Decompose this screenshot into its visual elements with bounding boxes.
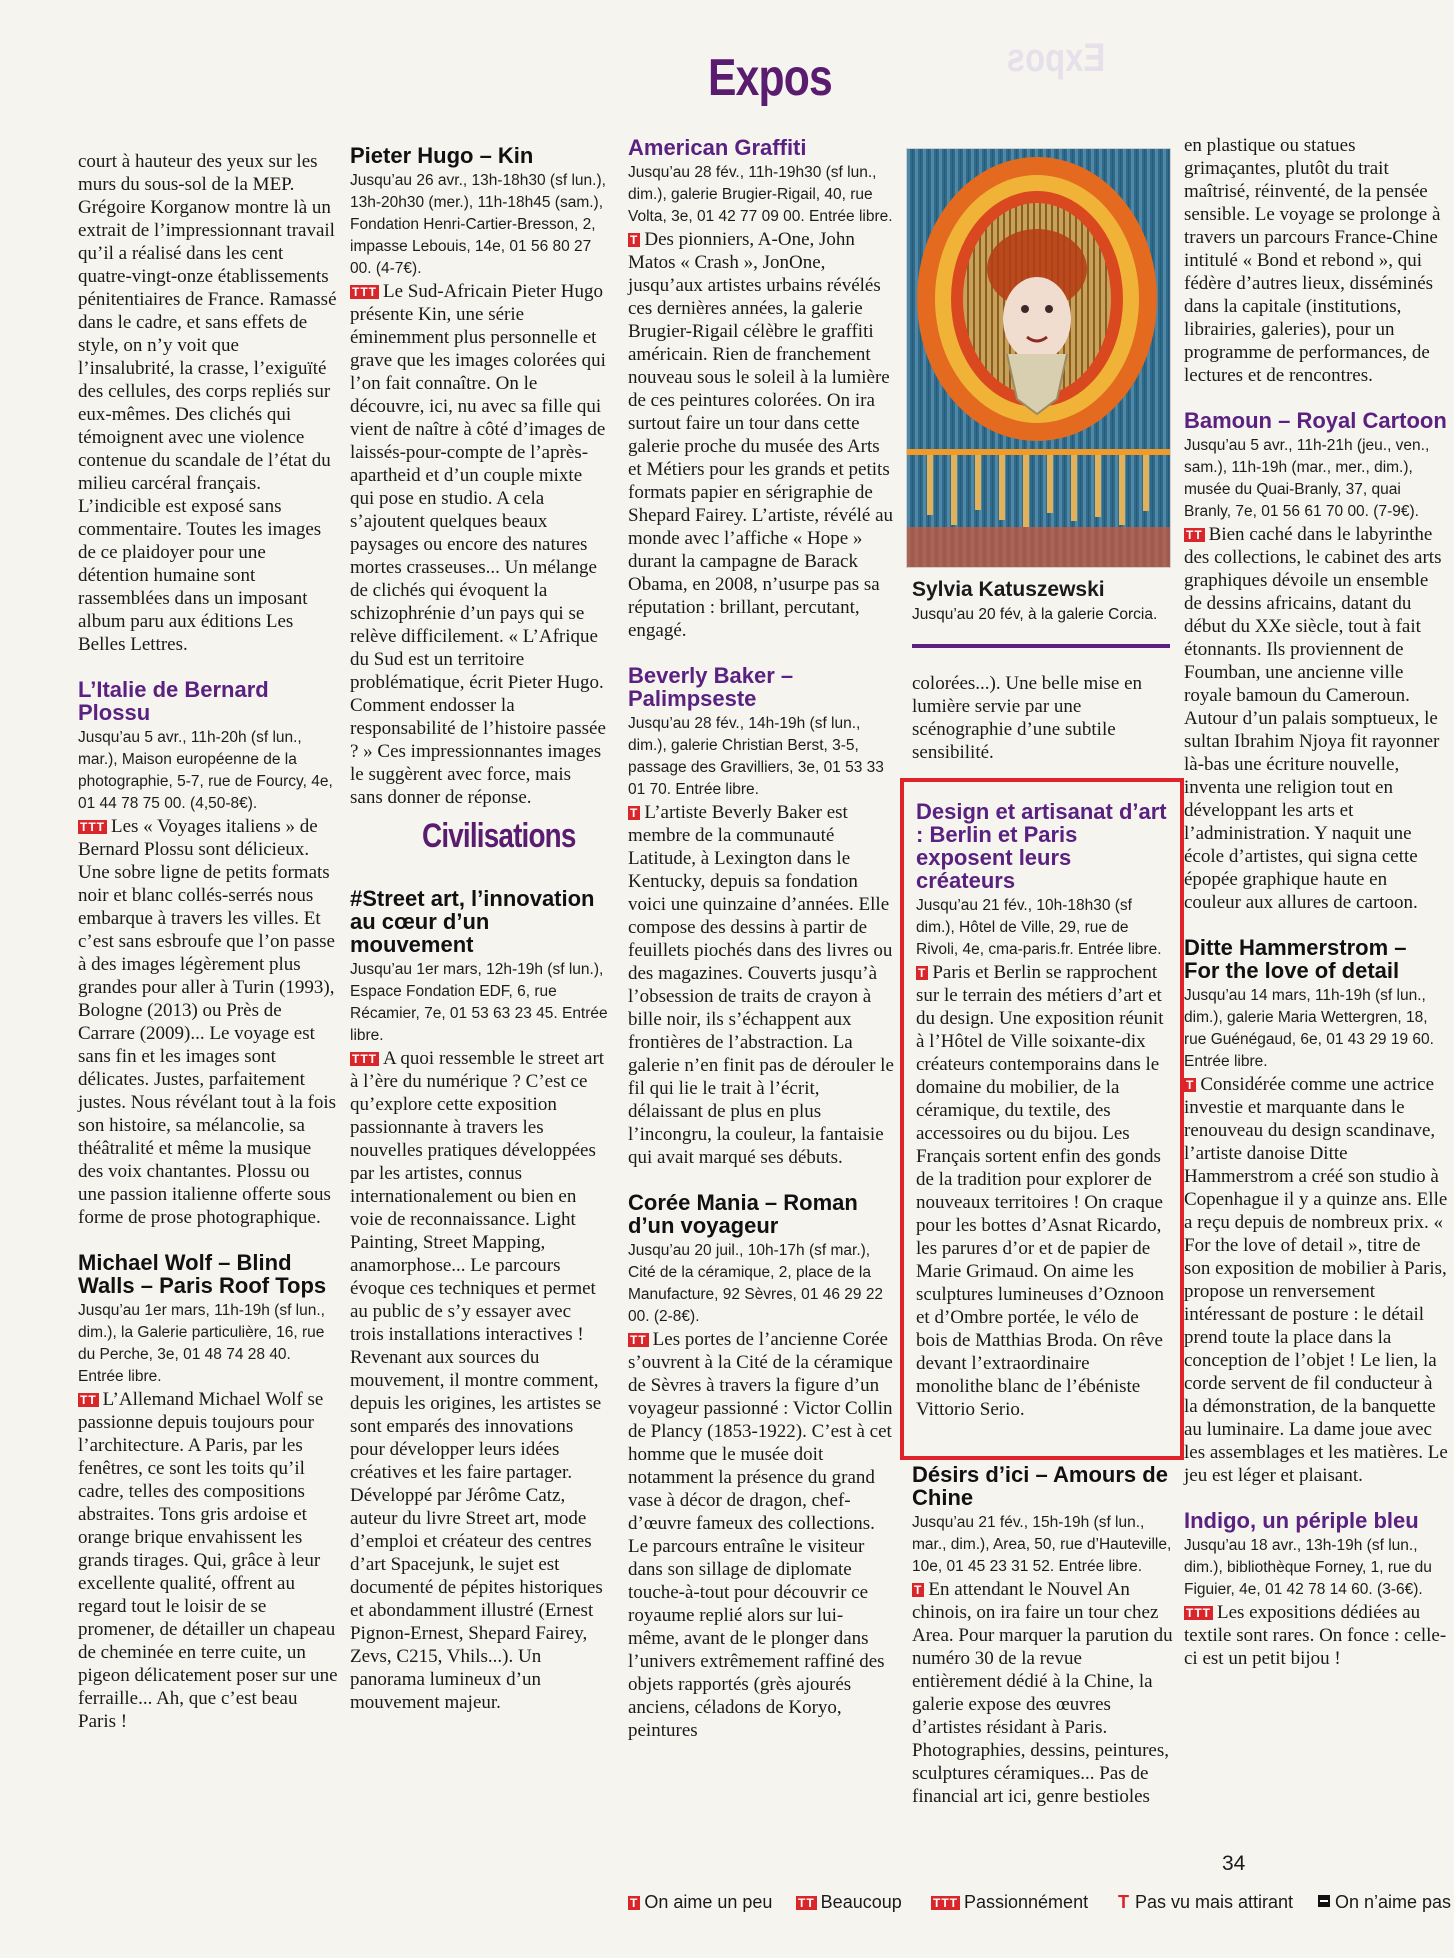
article-title: Indigo, un périple bleu <box>1184 1508 1419 1533</box>
article-title: Ditte Hammerstrom – For the love of detail <box>1184 935 1407 983</box>
article-body <box>78 815 340 1229</box>
rating-t-icon: T <box>630 1896 639 1910</box>
rating-t-icon: TT <box>1186 528 1203 542</box>
article-title: Désirs d’ici – Amours de Chine <box>912 1462 1168 1510</box>
article-text: En attendant le Nouvel An chinois, on ira faire un tour chez Area. Pour marquer la parution du numéro 30 de la revue entièrement dédié à la Chine, la galerie expose des œuvres d’artistes résidant à Paris. Photographies, dessins, peintures, sculptures céramiques... Pas de financial art ici, genre bestioles <box>912 1579 1173 1807</box>
article-body <box>1184 523 1448 914</box>
article-continuation: colorées...). Une belle mise en lumière servie par une scénographie d’une subtile sensibilité. <box>912 673 1143 763</box>
article-title: Pieter Hugo – Kin <box>350 143 534 168</box>
article-title: L’Italie de Bernard Plossu <box>78 677 269 725</box>
rating-t-icon: T <box>630 233 639 247</box>
column-2 <box>350 126 608 1714</box>
article-info: Jusqu’au 28 fév., 14h-19h (sf lun., dim.), galerie Christian Berst, 3-5, passage des Gravilliers, 3e, 01 53 33 01 70. Entrée libre. <box>628 715 884 798</box>
rating-t-icon: TTT <box>352 1052 377 1066</box>
article-info: Jusqu’au 21 fév., 15h-19h (sf lun., mar., dim.), Area, 50, rue d’Hauteville, 10e, 01 45 23 31 52. Entrée libre. <box>912 1514 1172 1575</box>
section-divider <box>350 809 608 881</box>
rating-legend <box>628 1892 1454 1922</box>
legend-item-beaucoup <box>796 1892 902 1913</box>
legend-label: On aime un peu <box>644 1892 773 1912</box>
article-info: Jusqu’au 26 avr., 13h-18h30 (sf lun.), 13h-20h30 (mer.), 11h-18h45 (sam.), Fondation Henri-Cartier-Bresson, 2, impasse Lebouis, 14e, 01 56 80 27 00. (4-7€). <box>350 172 606 277</box>
article-body <box>628 1328 894 1742</box>
rating-tt-icon: TT <box>798 1896 815 1910</box>
article-info: Jusqu’au 21 fév., 10h-18h30 (sf dim.), Hôtel de Ville, 29, rue de Rivoli, 4e, cma-paris.fr. Entrée libre. <box>916 897 1162 958</box>
minus-square-icon <box>1318 1895 1330 1907</box>
legend-label: On n’aime pas <box>1335 1892 1452 1912</box>
legend-item-pas-vu <box>1118 1892 1293 1913</box>
article-info: Jusqu’au 20 juil., 10h-17h (sf mar.), Cité de la céramique, 2, place de la Manufacture, 92 Sèvres, 01 46 29 22 00. (2-8€). <box>628 1242 884 1325</box>
legend-item-un-peu <box>628 1892 772 1913</box>
artwork-image <box>906 148 1171 568</box>
article-text: Bien caché dans le labyrinthe des collections, le cabinet des arts graphiques dévoile un ensemble de dessins africains, datant du début du XXe siècle, tout à fait étonnants. Ils proviennent de Foumban, une ancienne ville royale bamoun du Cameroun. Autour d’un palais somptueux, le sultan Ibrahim Njoya fit rayonner là-bas une écriture nouvelle, inventa une religion tout en développant les arts et l’administration. Y naquit une école d’artistes, qui signa cette épopée graphique haute en couleur aux allures de cartoon. <box>1184 524 1442 913</box>
column-1 <box>78 150 340 1733</box>
article-text: Les expositions dédiées au textile sont rares. On fonce : celle-ci est un petit bijou ! <box>1184 1602 1447 1669</box>
column-5 <box>1184 134 1448 1670</box>
image-caption-name: Sylvia Katuszewski <box>912 578 1105 601</box>
article-title: American Graffiti <box>628 135 807 160</box>
article-body <box>350 280 608 809</box>
article-title: Bamoun – Royal Cartoon <box>1184 408 1447 433</box>
section-title-expos: Expos <box>708 49 832 107</box>
rating-t-icon: TTT <box>80 820 105 834</box>
article-title: #Street art, l’innovation au cœur d’un mouvement <box>350 886 595 957</box>
rating-t-icon: TTT <box>352 285 377 299</box>
rating-ttt-icon: TTT <box>933 1896 958 1910</box>
rating-t-icon: TT <box>630 1333 647 1347</box>
article-info: Jusqu’au 5 avr., 11h-21h (jeu., ven., sam.), 11h-19h (mar., mer., dim.), musée du Quai-Branly, 37, quai Branly, 7e, 01 56 61 70 00. (7-9€). <box>1184 437 1430 520</box>
legend-item-passionnement <box>931 1892 1088 1913</box>
legend-label: Pas vu mais attirant <box>1135 1892 1294 1912</box>
article-info: Jusqu’au 18 avr., 13h-19h (sf lun., dim.), bibliothèque Forney, 1, rue du Figuier, 4e, 01 42 78 14 60. (3-6€). <box>1184 1537 1432 1598</box>
article-info: Jusqu’au 1er mars, 12h-19h (sf lun.), Espace Fondation EDF, 6, rue Récamier, 7e, 01 53 63 23 45. Entrée libre. <box>350 961 608 1044</box>
caption-rule <box>912 644 1170 648</box>
article-body <box>1184 1073 1448 1487</box>
article-body <box>78 1388 340 1733</box>
section-title-civilisations: Civilisations <box>422 817 576 855</box>
image-caption-text: Jusqu’au 20 fév, à la galerie Corcia. <box>912 606 1158 623</box>
article-text: Des pionniers, A-One, John Matos « Crash », JonOne, jusqu’aux artistes urbains révélés ces dernières années, la galerie Brugier-Rigail célèbre le graffiti américain. Rien de franchement nouveau sous le soleil à la lumière de ces peintures colorées. On ira surtout faire un tour dans cette galerie proche du musée des Arts et Métiers pour les grands et petits formats papier en sérigraphie de Shepard Fairey. L’artiste, révélé au monde avec l’affiche « Hope » durant la campagne de Barack Obama, en 2008, n’usurpe pas sa réputation : brillant, percutant, engagé. <box>628 229 894 641</box>
article-info: Jusqu’au 14 mars, 11h-19h (sf lun., dim.), galerie Maria Wettergren, 18, rue Guénégaud, 6e, 01 43 29 19 60. Entrée libre. <box>1184 987 1434 1070</box>
article-text: Les portes de l’ancienne Corée s’ouvrent à la Cité de la céramique de Sèvres à travers la figure d’un voyageur passionné : Victor Collin de Plancy (1853-1922). C’est à cet homme que le musée doit notamment la présence du grand vase à décor de dragon, chef-d’œuvre fameux des collections. Le parcours entraîne le visiteur dans son sillage de diplomate touche-à-tout pour découvrir ce royaume replié alors sur lui-même, avant de le plonger dans l’univers extrêmement raffiné des objets rapportés (grès ajourés anciens, céladons de Koryo, peintures <box>628 1329 893 1741</box>
article-title: Beverly Baker – Palimpseste <box>628 663 794 711</box>
page-number: 34 <box>1222 1852 1246 1875</box>
article-continuation: en plastique ou statues grimaçantes, plutôt du trait maîtrisé, réinventé, de la pensée sensible. Le voyage se prolonge à travers un parcours France-Chine intitulé « Bond et rebond », qui fédère d’autres lieux, disséminés dans la capitale (institutions, librairies, galeries), pour un programme de performances, de lectures et de rencontres. <box>1184 135 1441 386</box>
legend-label: Beaucoup <box>820 1892 902 1912</box>
article-body <box>350 1047 608 1714</box>
article-title: Michael Wolf – Blind Walls – Paris Roof Tops <box>78 1250 327 1298</box>
article-body <box>628 228 894 642</box>
article-body <box>1184 1601 1448 1670</box>
rating-t-icon: TT <box>80 1393 97 1407</box>
column-3 <box>628 118 894 1742</box>
rating-t-icon: T <box>914 1583 923 1597</box>
legend-label: Passionnément <box>964 1892 1089 1912</box>
red-t-icon: T <box>1118 1892 1129 1912</box>
article-text: A quoi ressemble le street art à l’ère du numérique ? C’est ce qu’explore cette exposition passionnante à travers les nouvelles pratiques développées par les artistes, connus internationalement ou bien en voie de reconnaissance. Light Painting, Street Mapping, anamorphose... Le parcours évoque ces techniques et permet au public de s’y essayer avec trois installations interactives ! Revenant aux sources du mouvement, il montre comment, depuis les origines, les artistes se sont emparés des innovations pour développer leurs idées créatives et les faire partager. Développé par Jérôme Catz, auteur du livre Street art, mode d’emploi et créateur des centres d’art Spacejunk, le sujet est documenté de pépites historiques et abondamment illustré (Ernest Pignon-Ernest, Shepard Fairey, Zevs, C215, Vhils...). Un panorama lumineux d’un mouvement majeur. <box>350 1048 605 1713</box>
article-body <box>912 1578 1174 1808</box>
article-info: Jusqu’au 1er mars, 11h-19h (sf lun., dim.), la Galerie particulière, 16, rue du Perche, 3e, 01 48 74 28 40. Entrée libre. <box>78 1302 325 1385</box>
article-text: Le Sud-Africain Pieter Hugo présente Kin, une série éminemment plus personnelle et grave que les images colorées qui l’on fait connaître. On le découvre, ici, nu avec sa fille qui vient de naître à côté d’images de laissés-pour-compte de l’après-apartheid et d’un couple mixte qui pose en studio. A cela s’ajoutent quelques beaux paysages ou encore des natures mortes crasseuses... Un mélange de clichés qui évoquent la schizophrénie d’un pays qui se relève difficilement. « L’Afrique du Sud est un territoire problématique, écrit Pieter Hugo. Comment endosser la responsabilité de l’histoire passée ? » Ces impressionnantes images le suggèrent avec force, mais sans donner de réponse. <box>350 281 606 808</box>
article-info: Jusqu’au 5 avr., 11h-20h (sf lun., mar.), Maison européenne de la photographie, 5-7, rue de Fourcy, 4e, 01 44 78 75 00. (4,50-8€). <box>78 729 333 812</box>
article-text: Considérée comme une actrice investie et marquante dans le renouveau du design scandinave, l’artiste danoise Ditte Hammerstrom a créé son studio à Copenhague il y a quinze ans. Elle a reçu depuis de nombreux prix. « For the love of detail », titre de son exposition de mobilier à Paris, propose un renversement intéressant de posture : le détail prend toute la place dans la conception de l’objet ! Le lien, la corde servent de fil conducteur à la démonstration, de la banquette au luminaire. La dame joue avec les assemblages et les matières. Le jeu est léger et plaisant. <box>1184 1074 1448 1486</box>
rating-t-icon: T <box>630 806 639 820</box>
artwork-painting <box>907 149 1170 567</box>
rating-t-icon: T <box>1186 1078 1195 1092</box>
rating-t-icon: T <box>918 966 927 980</box>
article-text: Paris et Berlin se rapprochent sur le terrain des métiers d’art et du design. Une exposition réunit à l’Hôtel de Ville soixante-dix créateurs contemporains dans le domaine du mobilier, de la céramique, du textile, des accessoires ou du bijou. Les Français sortent enfin des gonds de la tradition pour explorer de nouveaux territoires ! On craque pour les bottes d’Asnat Ricardo, les parures d’or et de papier de Marie Grimaud. On aime les sculptures lumineuses d’Oznoon et d’Ombre portée, le vélo de bois de Matthias Broda. On rêve devant l’extraordinaire monolithe blanc de l’ébéniste Vittorio Serio. <box>916 962 1165 1420</box>
rating-t-icon: TTT <box>1186 1606 1211 1620</box>
article-title: Design et artisanat d’art : Berlin et Paris exposent leurs créateurs <box>916 799 1167 893</box>
legend-item-naime-pas <box>1318 1892 1451 1913</box>
article-title: Corée Mania – Roman d’un voyageur <box>628 1190 858 1238</box>
show-through-mark: Expos <box>1006 36 1106 80</box>
article-info: Jusqu’au 28 fév., 11h-19h30 (sf lun., dim.), galerie Brugier-Rigail, 40, rue Volta, 3e, 01 42 77 09 00. Entrée libre. <box>628 164 893 225</box>
article-body <box>628 801 894 1169</box>
highlight-frame <box>900 778 1184 1460</box>
article-text: L’artiste Beverly Baker est membre de la communauté Latitude, à Lexington dans le Kentucky, depuis sa fondation voici une quinzaine d’années. Elle compose des dessins à partir de feuillets piochés dans des livres ou des magazines. Couverts jusqu’à l’obsession de traits de crayon à bille noir, ils s’échappent aux frontières de l’abstraction. La galerie n’en finit pas de dérouler le fil qui lie le trait à l’écrit, délaissant de plus en plus l’incongru, la couleur, la fantaisie qui avait marqué ses débuts. <box>628 802 894 1168</box>
article-text: Les « Voyages italiens » de Bernard Plossu sont délicieux. Une sobre ligne de petits formats noir et blanc collés-serrés nous embarque à travers les villes. Et c’est sans esbroufe que l’on passe à des images légèrement plus grandes pour aller à Turin (1993), Bologne (2013) ou Près de Carrare (2009)... Le voyage est sans fin et les images sont délicates. Justes, parfaitement justes. Nous révélant tout à la fois son histoire, sa mélancolie, sa théâtralité et même la musique des voix chantantes. Plossu ou une passion italienne offerte sous forme de prose photographique. <box>78 816 337 1228</box>
article-text: L’Allemand Michael Wolf se passionne depuis toujours pour l’architecture. A Paris, par les fenêtres, ce sont les toits qu’il cadre, telles des compositions abstraites. Tons gris ardoise et orange brique envahissent les grands tirages. Qui, grâce à leur excellente qualité, offrent au regard tout le loisir de se promener, de détailler un chapeau de cheminée en terre cuite, un pigeon délicatement poser sur une ferraille... Ah, que c’est beau Paris ! <box>78 1389 338 1732</box>
article-continuation: court à hauteur des yeux sur les murs du sous-sol de la MEP. Grégoire Korganow montre là un extrait de l’impressionnant travail qu’il a réalisé dans les cent quatre-vingt-onze établissements pénitentiaires de France. Ramassé dans le cadre, et sans effets de style, on n’y voit que l’insalubrité, la crasse, l’exiguïté des cellules, des corps repliés sur eux-mêmes. Des clichés qui témoignent avec une violence contenue du scandale de l’état du milieu carcéral français. L’indicible est exposé sans commentaire. Toutes les images de ce plaidoyer pour une détention humaine sont rassemblées dans un imposant album paru aux éditions Les Belles Lettres. <box>78 151 337 655</box>
